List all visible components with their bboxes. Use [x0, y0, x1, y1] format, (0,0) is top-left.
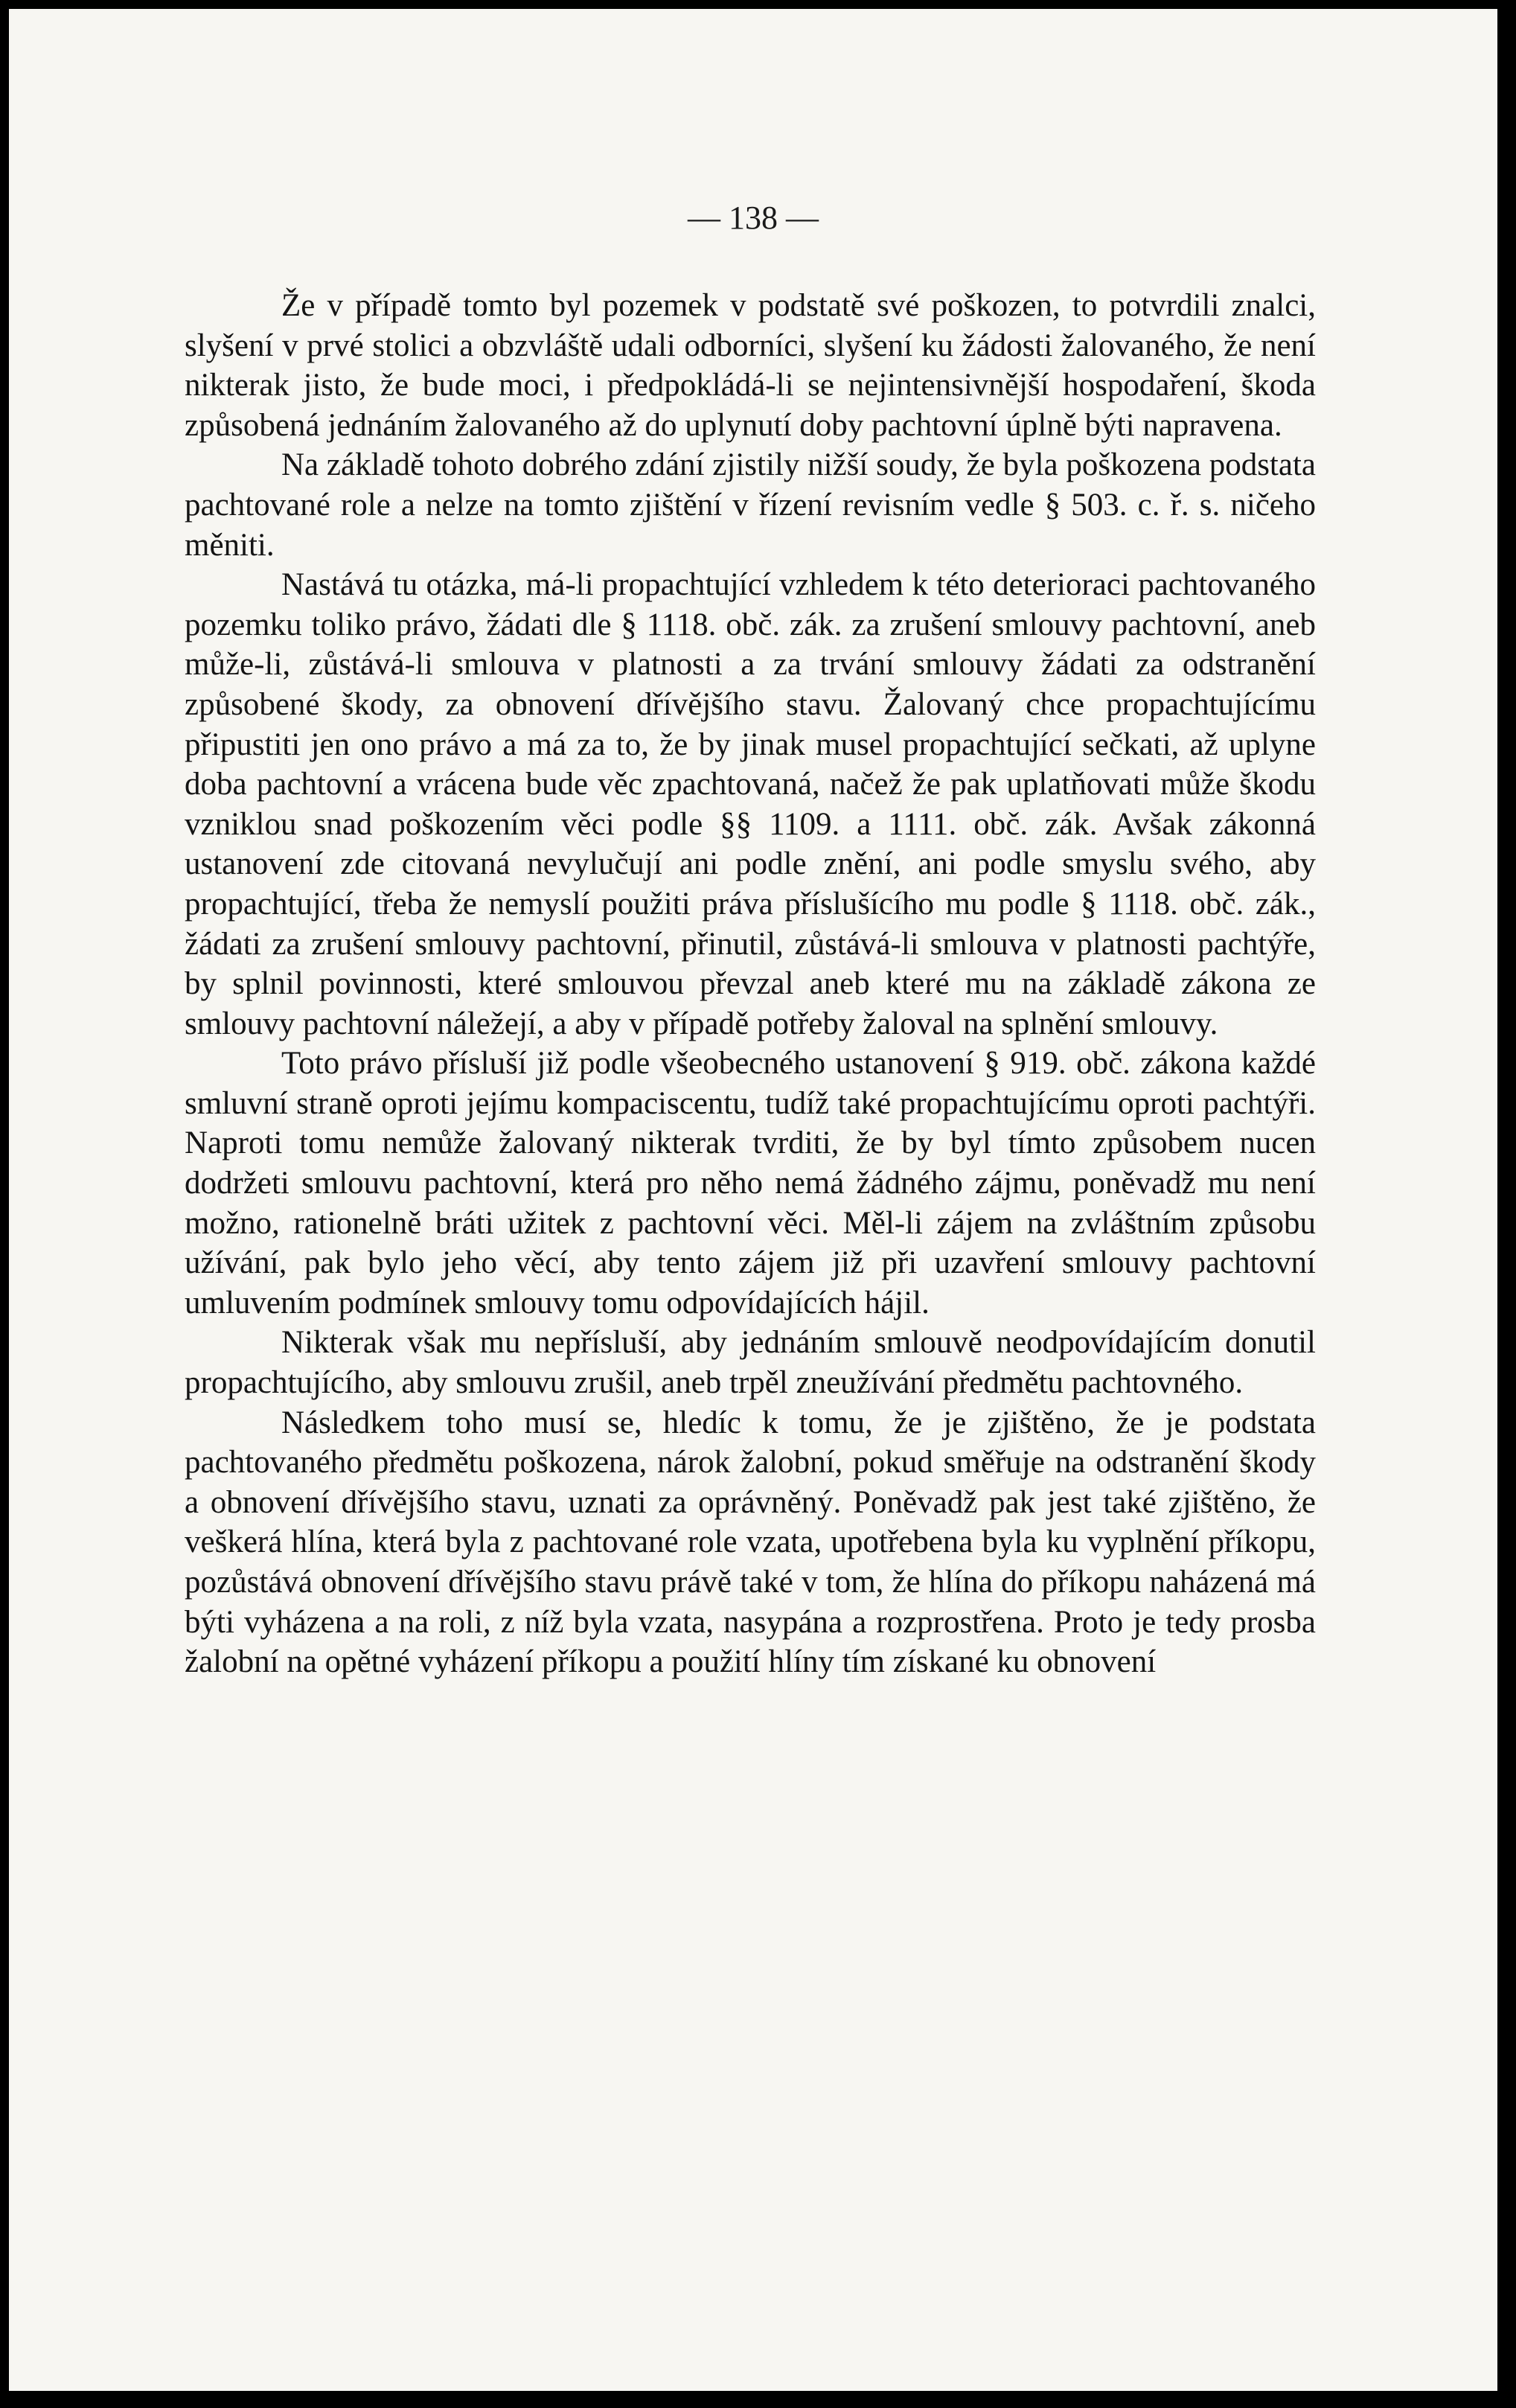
paragraph: Toto právo přísluší již podle všeobecného ustanovení § 919. obč. zákona každé smluvní straně oproti jejímu kompaciscentu, tudíž také propachtujícímu oproti pachtýři. Naproti tomu nemůže žalovaný nikterak tvrditi, že by byl tímto způsobem nucen dodržeti smlouvu pachtovní, která pro něho nemá žádného zájmu, poněvadž mu není možno, rationelně bráti užitek z pachtovní věci. Měl-li zájem na zvláštním způsobu užívání, pak bylo jeho věcí, aby tento zájem již při uzavření smlouvy pachtovní umluvením podmínek smlouvy tomu odpovídajících hájil.: [185, 1046, 1316, 1320]
book-page: [9, 9, 1497, 2391]
paragraph: Následkem toho musí se, hledíc k tomu, že je zjištěno, že je podstata pachtovaného předmětu poškozena, nárok žalobní, pokud směřuje na odstranění škody a obnovení dřívějšího stavu, uznati za oprávněný. Poněvadž pak jest také zjištěno, že veškerá hlína, která byla z pachtované role vzata, upotřebena byla ku vyplnění příkopu, pozůstává obnovení dřívějšího stavu právě také v tom, že hlína do příkopu naházená má býti vyházena a na roli, z níž byla vzata, nasypána a rozprostřena. Proto je tedy prosba žalobní na opětné vyházení příkopu a použití hlíny tím získané ku obnovení: [185, 1405, 1316, 1680]
paragraph: Nastává tu otázka, má-li propachtující vzhledem k této deterioraci pachtovaného pozemku toliko právo, žádati dle § 1118. obč. zák. za zrušení smlouvy pachtovní, aneb může-li, zůstává-li smlouva v platnosti a za trvání smlouvy žádati za odstranění způsobené škody, za obnovení dřívějšího stavu. Žalovaný chce propachtujícímu připustiti jen ono právo a má za to, že by jinak musel propachtující sečkati, až uplyne doba pachtovní a vrácena bude věc zpachtovaná, načež že pak uplatňovati může škodu vzniklou snad poškozením věci podle §§ 1109. a 1111. obč. zák. Avšak zákonná ustanovení zde citovaná nevylučují ani podle znění, ani podle smyslu svého, aby propachtující, třeba že nemyslí použiti práva příslušícího mu podle § 1118. obč. zák., žádati za zrušení smlouvy pachtovní, přinutil, zůstává-li smlouva v platnosti pachtýře, by splnil povinnosti, které smlouvou převzal aneb které mu na základě zákona ze smlouvy pachtovní náležejí, a aby v případě potřeby žaloval na splnění smlouvy.: [185, 567, 1316, 1041]
paragraph: Na základě tohoto dobrého zdání zjistily nižší soudy, že byla poškozena podstata pachtované role a nelze na tomto zjištění v řízení revisním vedle § 503. c. ř. s. ničeho měniti.: [185, 447, 1316, 563]
paragraph: Že v případě tomto byl pozemek v podstatě své poškozen, to potvrdili znalci, slyšení v prvé stolici a obzvláště udali odborníci, slyšení ku žádosti žalovaného, že není nikterak jisto, že bude moci, i předpokládá-li se nejintensivnější hospodaření, škoda způsobená jednáním žalovaného až do uplynutí doby pachtovní úplně býti napravena.: [185, 288, 1316, 443]
page-number: — 138 —: [688, 199, 819, 236]
body-text: [185, 286, 1316, 1682]
paragraph: Nikterak však mu nepřísluší, aby jednáním smlouvě neodpovídajícím donutil propachtujícího, aby smlouvu zrušil, aneb trpěl zneužívání předmětu pachtovného.: [185, 1325, 1316, 1401]
